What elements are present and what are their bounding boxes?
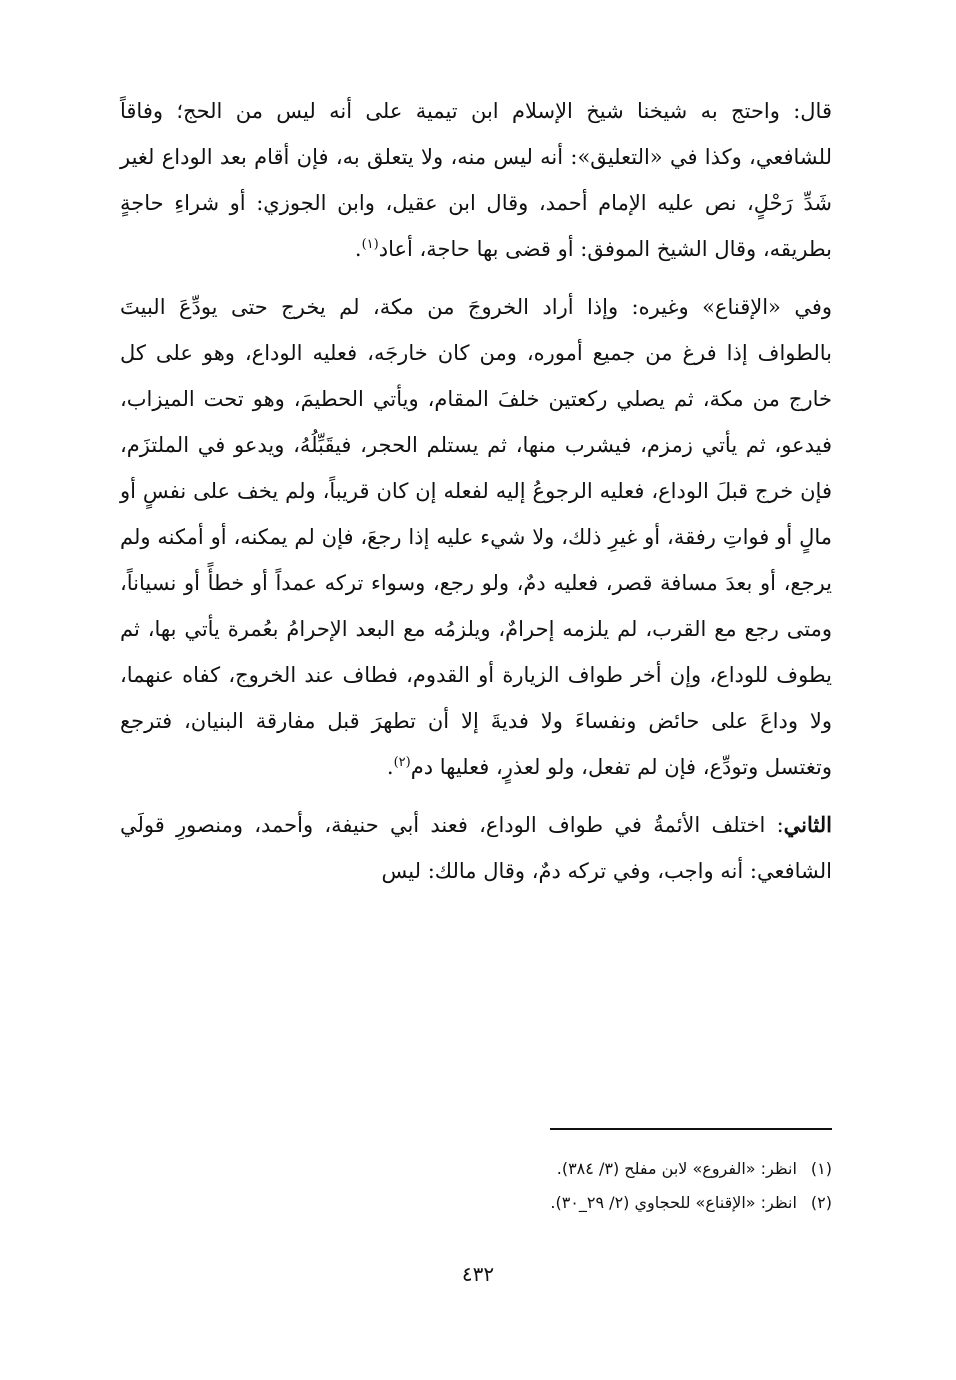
paragraph-2-text: وفي «الإقناع» وغيره: وإذا أراد الخروجَ من مكة، لم يخرج حتى يودِّعَ البيتَ بالطواف إذا فرغ من جميع أموره، ومن كان خارجَه، فعليه الوداع، وهو على كل خارج من مكة، ثم يصلي ركعتين خلفَ المقام، ويأتي الحطيمَ، وهو تحت الميزاب، فيدعو، ثم يأتي زمزم، فيشرب منها، ثم يستلم الحجر، فيقَبِّلُهُ، ويدعو في الملتزَم، فإن خرج قبلَ الوداع، فعليه الرجوعُ إليه لفعله إن كان قريباً، ولم يخف على نفسٍ أو مالٍ أو فواتِ رفقة، أو غيرِ ذلك، ولا شيء عليه إذا رجعَ، فإن لم يمكنه، أو أمكنه ولم يرجع، أو بعدَ مسافة قصر، فعليه دمٌ، ولو رجع، وسواء تركه عمداً أو خطأً أو نسياناً، ومتى رجع مع القرب، لم يلزمه إحرامٌ، ويلزمُه مع البعد الإحرامُ بعُمرة يأتي بها، ثم يطوف للوداع، وإن أخر طواف الزيارة أو القدوم، فطاف عند الخروج، كفاه عنهما، ولا وداعَ على حائض ونفساءَ ولا فديةَ إلا أن تطهرَ قبل مفارقة البنيان، فترجع وتغتسل وتودِّع، فإن لم تفعل، ولو لعذرٍ، فعليها دم [120, 295, 832, 779]
paragraph-2-tail: . [386, 755, 394, 779]
footnote-ref-2[interactable]: (٢) [393, 755, 411, 770]
paragraph-3-lead: الثاني [783, 812, 832, 837]
footnote-2-number: (٢) [810, 1193, 832, 1212]
footnote-2-text: انظر: «الإقناع» للحجاوي (٢/ ٢٩_٣٠). [550, 1193, 797, 1212]
page-number: ٤٣٢ [461, 1262, 495, 1286]
paragraph-1-tail: . [354, 237, 362, 261]
footnote-separator [550, 1128, 832, 1130]
paragraph-2 [120, 284, 832, 790]
paragraph-3 [120, 802, 832, 894]
footnotes [120, 1152, 832, 1220]
page-body [120, 88, 832, 894]
footnote-1-number: (١) [810, 1159, 832, 1178]
paragraph-1-text: قال: واحتج به شيخنا شيخ الإسلام ابن تيمية على أنه ليس من الحج؛ وفاقاً للشافعي، وكذا في «التعليق»: أنه ليس منه، ولا يتعلق به، فإن أقام بعد الوداع لغير شَدِّ رَحْلٍ، نص عليه الإمام أحمد، وقال ابن عقيل، وابن الجوزي: أو شراءِ حاجةٍ بطريقه، وقال الشيخ الموفق: أو قضى بها حاجة، أعاد [120, 99, 832, 261]
footnote-2 [120, 1186, 832, 1220]
footnote-1 [120, 1152, 832, 1186]
paragraph-3-text: : اختلف الأئمةُ في طواف الوداع، فعند أبي حنيفة، وأحمد، ومنصورِ قولَي الشافعي: أنه واجب، وفي تركه دمٌ، وقال مالك: ليس [120, 813, 832, 883]
footnote-1-text: انظر: «الفروع» لابن مفلح (٣/ ٣٨٤). [556, 1159, 797, 1178]
paragraph-1 [120, 88, 832, 272]
footnote-ref-1[interactable]: (١) [361, 237, 379, 252]
